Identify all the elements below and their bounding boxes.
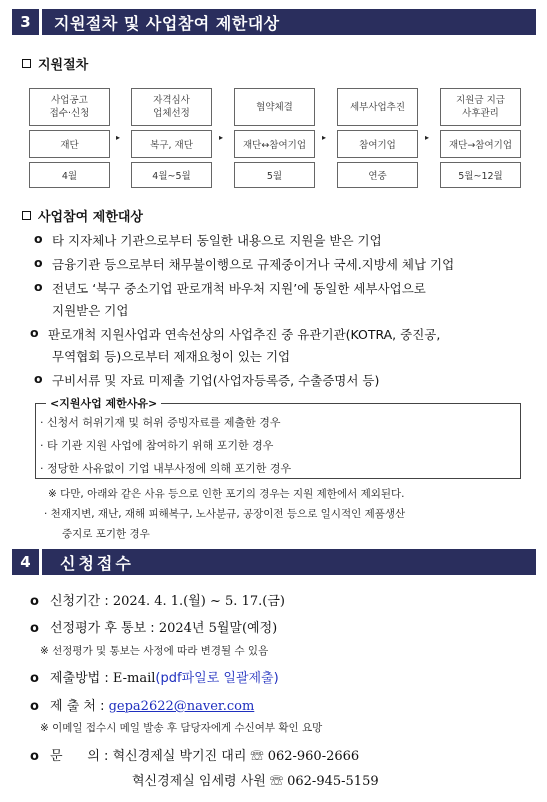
procedure-heading: 지원절차	[22, 54, 88, 73]
step-2	[131, 88, 212, 188]
step-head: 지원금 지급 사후관리	[440, 88, 521, 126]
step-4	[337, 88, 418, 188]
step-who: 복구, 재단	[131, 130, 212, 158]
exception-note: ※ 다만, 아래와 같은 사유 등으로 인한 포기의 경우는 지원 제한에서 제외된다.	[48, 488, 405, 500]
step-who: 재단↔참여기업	[234, 130, 315, 158]
step-head: 세부사업추진	[337, 88, 418, 126]
section-title: 지원절차 및 사업참여 제한대상	[54, 13, 280, 33]
restriction-heading: 사업참여 제한대상	[22, 206, 143, 225]
exception-item-cont: 중지로 포기한 경우	[62, 528, 150, 540]
step-5	[440, 88, 521, 188]
restriction-item-cont: 지원받은 기업	[52, 303, 129, 318]
step-when: 5월	[234, 162, 315, 188]
restriction-item-cont: 무역협회 등)으로부터 제재요청이 있는 기업	[52, 349, 291, 364]
step-who: 재단	[29, 130, 110, 158]
section-3-header	[12, 9, 536, 35]
section-title: 신청접수	[60, 553, 134, 573]
notification: o 선정평가 후 통보 : 2024년 5월말(예정)	[30, 621, 278, 636]
section-number: 3	[12, 9, 42, 35]
contact-1: 혁신경제실 박기진 대리 ☏ 062-960-2666	[112, 749, 360, 764]
application-period: o 신청기간 : 2024. 4. 1.(월) ~ 5. 17.(금)	[30, 594, 285, 609]
reason-item: · 신청서 허위기재 및 허위 증빙자료를 제출한 경우	[40, 416, 281, 429]
reason-item: · 정당한 사유없이 기업 내부사정에 의해 포기한 경우	[40, 462, 292, 475]
arrow-icon: ▸	[219, 133, 224, 142]
step-when: 연중	[337, 162, 418, 188]
restriction-item: o 타 지자체나 기관으로부터 동일한 내용으로 지원을 받은 기업	[34, 231, 382, 248]
reasons-title: <지원사업 제한사유>	[46, 395, 161, 411]
submission-method: o 제출방법 : E-mail (pdf파일로 일괄제출)	[30, 671, 279, 686]
notification-note: ※ 선정평가 및 통보는 사정에 따라 변경될 수 있음	[40, 645, 269, 657]
step-who: 재단→참여기업	[440, 130, 521, 158]
restriction-item: o 구비서류 및 자료 미제출 기업(사업자등록증, 수출증명서 등)	[34, 371, 380, 388]
section-4-header	[12, 549, 536, 575]
step-when: 4월	[29, 162, 110, 188]
step-head: 사업공고 접수·신청	[29, 88, 110, 126]
arrow-icon: ▸	[322, 133, 327, 142]
step-when: 4월~5월	[131, 162, 212, 188]
step-when: 5월~12월	[440, 162, 521, 188]
step-who: 참여기업	[337, 130, 418, 158]
square-bullet-icon	[22, 59, 31, 68]
step-head: 자격심사 업체선정	[131, 88, 212, 126]
restriction-item: o 금융기관 등으로부터 채무불이행으로 규제중이거나 국세.지방세 체납 기업	[34, 255, 455, 272]
submission-destination: o 제 출 처 : gepa2622@naver.com	[30, 699, 255, 714]
arrow-icon: ▸	[116, 133, 121, 142]
step-head: 협약체결	[234, 88, 315, 126]
square-bullet-icon	[22, 211, 31, 220]
arrow-icon: ▸	[425, 133, 430, 142]
reason-item: · 타 기관 지원 사업에 참여하기 위해 포기한 경우	[40, 439, 274, 452]
restriction-item: o 전년도 ‘북구 중소기업 판로개척 바우처 지원’에 동일한 세부사업으로	[34, 279, 426, 296]
exception-item: · 천재지변, 재난, 재해 피해복구, 노사분규, 공장이전 등으로 일시적인 제품생산	[44, 508, 406, 520]
email-link[interactable]: gepa2622@naver.com	[108, 699, 255, 714]
step-3	[234, 88, 315, 188]
section-number: 4	[12, 549, 42, 575]
step-1	[29, 88, 110, 188]
contact: o 문 의 : 혁신경제실 박기진 대리 ☏ 062-960-2666	[30, 745, 359, 764]
contact-2: 혁신경제실 임세령 사원 ☏ 062-945-5159	[132, 774, 379, 789]
restriction-item: o 판로개척 지원사업과 연속선상의 사업추진 중 유관기관(KOTRA, 중진공,	[30, 325, 441, 342]
email-note: ※ 이메일 접수시 메일 발송 후 담당자에게 수신여부 확인 요망	[40, 722, 323, 734]
